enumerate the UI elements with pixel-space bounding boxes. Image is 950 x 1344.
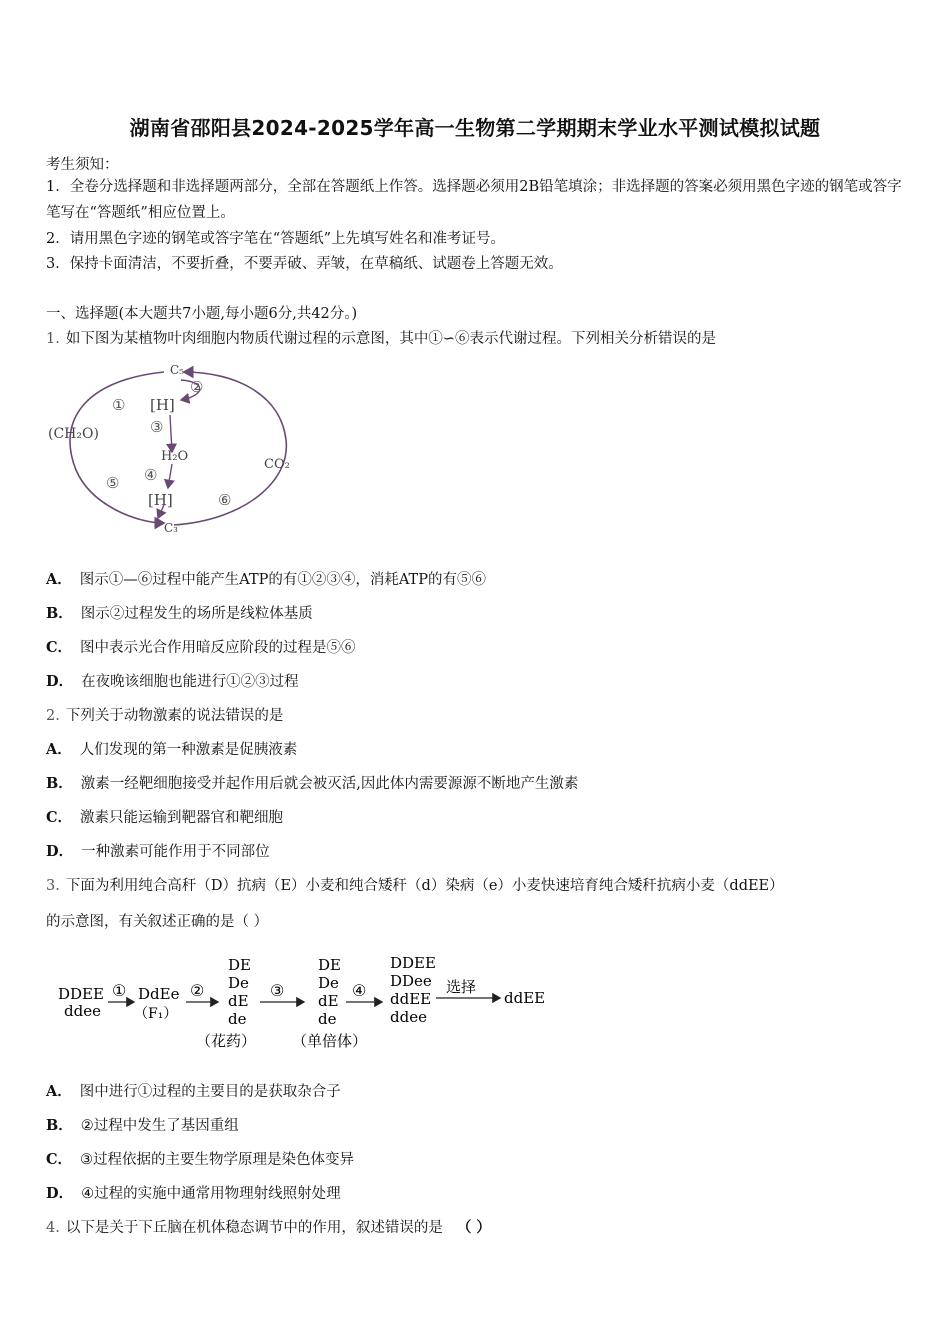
pollen-genotype: DE (228, 956, 251, 974)
breeding-flow-diagram (56, 950, 576, 1058)
q1-option-b[interactable]: B． 图示②过程发生的场所是线粒体基质 (46, 605, 313, 622)
diploid-genotype: DDEE (390, 954, 436, 972)
parent-ddee-upper: DDEE (58, 985, 104, 1003)
parent-ddee-lower: ddee (64, 1002, 101, 1020)
question-text: 下列关于动物激素的说法错误的是 (65, 708, 284, 724)
question-text: 下面为利用纯合高秆（D）抗病（E）小麦和纯合矮秆（d）染病（e）小麦快速培育纯合矮秆抗病小麦（ddEE） (65, 878, 784, 894)
step-1-label: ① (112, 981, 127, 1000)
pollen-genotype: dE (228, 992, 249, 1010)
question-text: 如下图为某植物叶肉细胞内物质代谢过程的示意图，其中①∽⑥表示代谢过程。下列相关分析错误的是 (65, 331, 716, 347)
q3-option-a[interactable]: A． 图中进行①过程的主要目的是获取杂合子 (46, 1083, 341, 1100)
q1-option-c[interactable]: C． 图中表示光合作用暗反应阶段的过程是⑤⑥ (46, 639, 356, 656)
question-number: 3. (46, 878, 60, 894)
q1-option-a[interactable]: A． 图示①—⑥过程中能产生ATP的有①②③④，消耗ATP的有⑤⑥ (46, 571, 486, 588)
pollen-label: （花药） (196, 1032, 257, 1050)
label-co2: CO₂ (264, 457, 290, 472)
result-genotype: ddEE (504, 989, 546, 1007)
diploid-genotype: ddee (390, 1008, 427, 1026)
f1-label: （F₁） (134, 1006, 178, 1022)
label-step-3: ③ (150, 418, 164, 436)
haploid-genotype: De (318, 974, 339, 992)
select-label: 选择 (446, 978, 477, 996)
q2-option-d[interactable]: D． 一种激素可能作用于不同部位 (46, 843, 270, 860)
label-step-6: ⑥ (218, 491, 232, 509)
label-ch2o: (CH₂O) (48, 426, 99, 442)
question-number: 4. (46, 1220, 60, 1236)
label-step-2: ② (190, 378, 204, 396)
q1-option-d[interactable]: D． 在夜晚该细胞也能进行①②③过程 (46, 673, 299, 690)
step-2-label: ② (190, 981, 205, 1000)
label-h-top: [H] (150, 396, 175, 414)
q2-option-a[interactable]: A． 人们发现的第一种激素是促胰液素 (46, 741, 298, 758)
answer-blank: （ ） (456, 1219, 491, 1236)
q3-option-b[interactable]: B． ②过程中发生了基因重组 (46, 1117, 239, 1134)
metabolism-cycle-diagram (46, 360, 306, 535)
label-step-1: ① (112, 396, 126, 414)
notice-item-1: 1．全卷分选择题和非选择题两部分，全部在答题纸上作答。选择题必须用2B铅笔填涂；非选择题的答案必须用黑色字迹的钢笔或答字笔写在“答题纸”相应位置上。 (46, 179, 902, 221)
question-3-stem-line2: 的示意图，有关叙述正确的是（ ） (46, 914, 269, 930)
haploid-genotype: dE (318, 992, 339, 1010)
notice-item-3: 3．保持卡面清洁，不要折叠，不要弄破、弄皱，在草稿纸、试题卷上答题无效。 (46, 256, 563, 272)
q2-option-c[interactable]: C． 激素只能运输到靶器官和靶细胞 (46, 809, 284, 826)
question-number: 2. (46, 708, 60, 724)
section-heading: 一、选择题(本大题共7小题,每小题6分,共42分。) (46, 306, 358, 322)
haploid-genotype: DE (318, 956, 341, 974)
step-3-label: ③ (270, 981, 285, 1000)
arrow-h2o-to-h (168, 464, 172, 488)
pollen-genotype: De (228, 974, 249, 992)
q3-option-d[interactable]: D． ④过程的实施中通常用物理射线照射处理 (46, 1185, 341, 1202)
label-c3: C₃ (164, 521, 178, 535)
q2-option-b[interactable]: B． 激素一经靶细胞接受并起作用后就会被灭活,因此体内需要源源不断地产生激素 (46, 775, 579, 792)
haploid-label: （单倍体） (292, 1032, 368, 1050)
question-2-stem (46, 704, 283, 725)
notice-heading: 考生须知： (46, 157, 119, 173)
diploid-genotype: DDee (390, 972, 432, 990)
question-4-stem (46, 1216, 491, 1237)
q3-option-c[interactable]: C． ③过程依据的主要生物学原理是染色体变异 (46, 1151, 355, 1168)
label-h2o: H₂O (161, 449, 189, 464)
page-title: 湖南省邵阳县2024-2025学年高一生物第二学期期末学业水平测试模拟试题 (129, 116, 821, 140)
arrow-h-to-h2o (170, 415, 172, 452)
label-c5: C₅ (170, 363, 184, 377)
diploid-genotype: ddEE (390, 990, 432, 1008)
label-step-5: ⑤ (106, 474, 120, 492)
f1-genotype: DdEe (138, 985, 180, 1003)
question-text: 以下是关于下丘脑在机体稳态调节中的作用，叙述错误的是 (65, 1220, 443, 1236)
notice-item-2: 2．请用黑色字迹的钢笔或答字笔在“答题纸”上先填写姓名和准考证号。 (46, 231, 506, 247)
question-number: 1. (46, 331, 60, 347)
question-1-stem (46, 327, 716, 348)
step-4-label: ④ (352, 981, 367, 1000)
pollen-genotype: de (228, 1010, 247, 1028)
label-step-4: ④ (144, 466, 158, 484)
haploid-genotype: de (318, 1010, 337, 1028)
question-3-stem-line1 (46, 874, 784, 895)
label-h-bottom: [H] (148, 491, 173, 509)
